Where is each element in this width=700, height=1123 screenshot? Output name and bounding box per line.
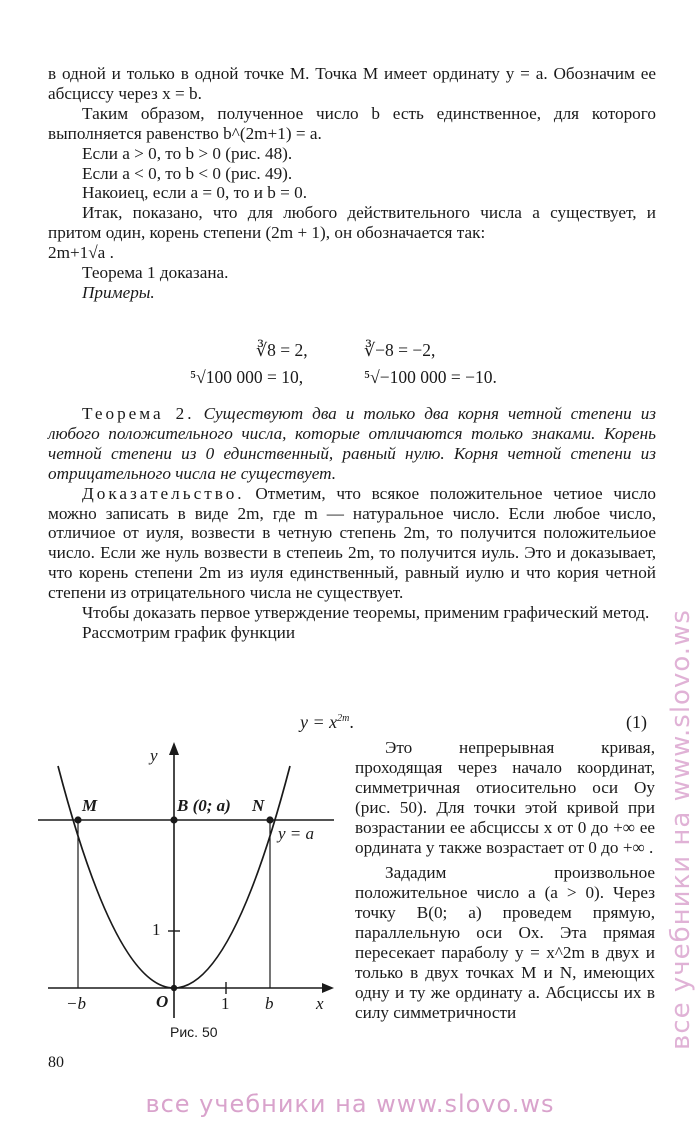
paragraph-3: Если a > 0, то b > 0 (рис. 48). [82,143,293,163]
label-m: M [82,796,98,815]
paragraph-consider-graph: Рассмотрим график функции [82,622,296,642]
example-1: ∛8 = 2, [256,340,308,360]
proof-label: Доказательство. [82,483,245,503]
parabola-graph [38,738,338,1028]
paragraph-graphic-method: Чтобы доказать первое утверждение теоремы, применим графический метод. [82,603,650,623]
paragraph-2: Таким образом, полученное число b есть единственное, для которого выполняется равенство b^(2m+1) = a. [48,103,656,143]
figure-50 [38,738,338,1040]
theorem-2-label: Теорема 2. [82,404,195,423]
right-column [355,738,655,1023]
figure-caption: Рис. 50 [170,1024,218,1040]
equation-1 [300,712,354,733]
right-paragraph-1: Это непрерывная кривая, проходящая через начало координат, симметричная отиосительно оси Oy (рис. 50). Для точки этой кривой при возрастании ее абсциссы x от 0 до +∞ ее ордината y также возрастает от 0 до +∞ . [355,738,655,857]
point-origin [171,985,177,991]
example-2: ∛−8 = −2, [364,340,436,360]
page-number: 80 [48,1054,64,1071]
label-minus-b: −b [66,994,86,1013]
main-text [48,64,656,303]
example-4: ⁵√−100 000 = −10. [364,367,497,387]
y-axis-arrow [169,742,179,755]
paragraph-1: в одной и только в одной точке M. Точка M имеет ординату y = a. Обозначим ее абсциссу через x = b. [48,64,656,103]
proof [48,484,656,603]
equation-dot: . [349,712,354,732]
proof-text: Отметим, что всякое положительное четиое число можно записать в виде 2m, где m — натуральное число. Если любое число, отличиое от иуля, возвести в четную степень 2m, то получится положительиое число. Если же нуль возвести в степеиь 2m, то получится иуль. Это и доказывает, что корень степени 2m из иуля единственный, равный иулю и что кория четной степени из отрицательного числа не существует. [48,483,656,603]
theorem-2-statement: Существуют два и только два корня четной степени из любого положительного числа, которые отличаются только знаками. Корень четной степени из 0 единственный, равный нулю. Корня четной степени из отрицательного числа не существует. [48,404,656,483]
label-line-y-a: y = a [278,824,315,843]
point-n [266,816,273,823]
examples-heading: Примеры. [82,282,155,302]
x-axis-arrow [322,983,334,993]
label-origin: O [156,992,169,1011]
label-y: y [150,746,158,765]
paragraph-5: Накоиец, если a = 0, то и b = 0. [82,183,308,203]
point-b [170,816,177,823]
point-m [74,816,81,823]
right-paragraph-2: Зададим произвольное положительное число a (a > 0). Через точку B(0; a) проведем прямую, параллельную оси Ox. Эта прямая пересекает параболу y = x^2m в двух и только в двух точках M и N, имеющих одну и ту же ординату a. Абсциссы их в силу симметричности [355,863,655,1022]
footer-watermark: все учебники на www.slovo.ws [145,1090,555,1118]
theorem-proof-block [48,404,656,643]
theorem-2 [48,404,656,484]
label-y-one: 1 [152,920,161,939]
side-watermark-text: все учебники на www.slovo.ws [666,609,696,1050]
paragraph-6: Итак, показано, что для любого действительного числа a существует, и притом один, корень степени (2m + 1), он обозначается так: [48,203,656,243]
paragraph-4: Если a < 0, то b < 0 (рис. 49). [82,163,293,183]
root-notation: 2m+1√a . [48,243,114,263]
example-3: ⁵√100 000 = 10, [190,367,304,387]
side-watermark [666,160,700,1060]
equation-lhs: y = x [300,712,338,732]
equation-number: (1) [626,712,647,732]
equation-exponent: 2m [337,713,350,724]
label-x: x [316,994,324,1013]
label-b: B (0; a) [177,796,231,815]
label-b-axis: b [265,994,274,1013]
label-x-one: 1 [221,994,230,1013]
label-n: N [252,796,265,815]
theorem-1-proved: Теорема 1 доказана. [82,263,229,283]
